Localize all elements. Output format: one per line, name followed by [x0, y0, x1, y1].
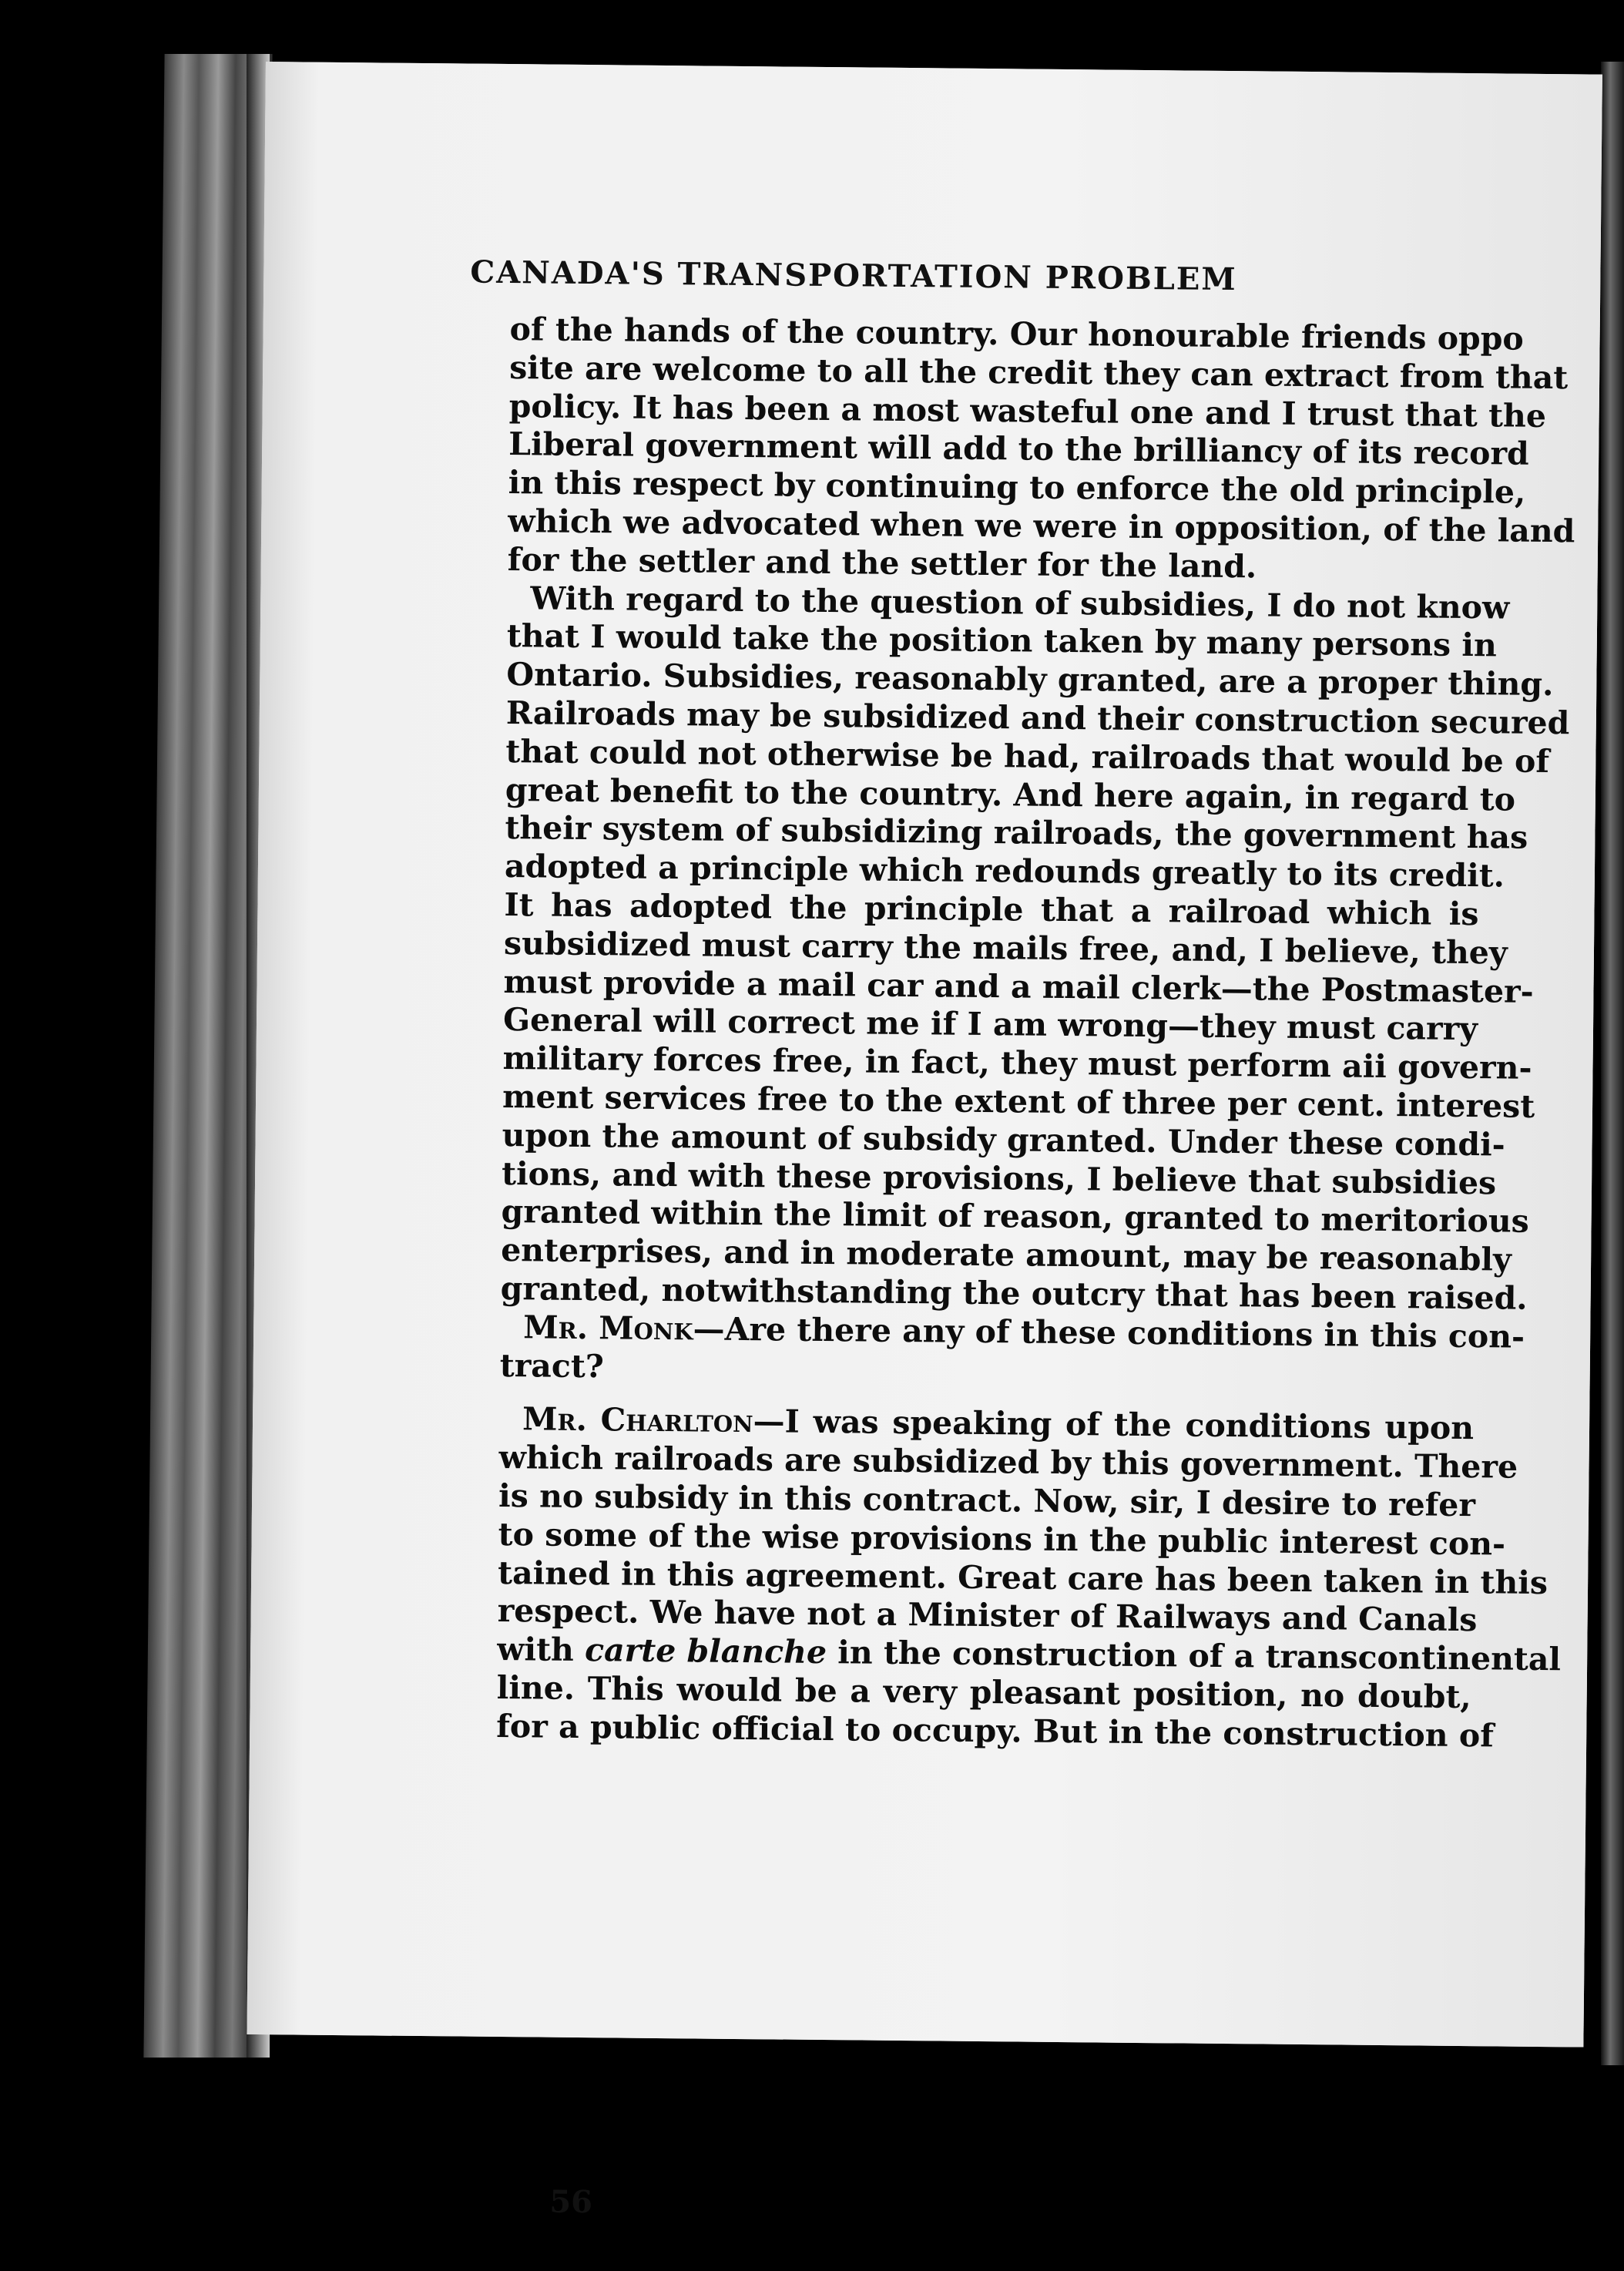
text-line: Liberal government will add to the brilliancy of its record	[508, 425, 1529, 473]
text-line: General will correct me if I am wrong—they must carry	[502, 1001, 1478, 1048]
text-line: tract?	[499, 1346, 605, 1385]
text-line: It has adopted the principle that a railroad which is	[504, 885, 1479, 933]
text-line: granted, notwithstanding the outcry that has been raised.	[500, 1269, 1528, 1317]
text-line: which railroads are subsidized by this government. There	[498, 1439, 1518, 1486]
body-text	[496, 311, 1575, 1755]
text-line: Railroads may be subsidized and their construction secured	[505, 694, 1570, 742]
text-line: policy. It has been a most wasteful one and I trust that the	[508, 387, 1547, 435]
text-line: that I would take the position taken by many persons in	[506, 617, 1498, 664]
text-line: for a public official to occupy. But in the construction of	[496, 1707, 1495, 1755]
text-line: enterprises, and in moderate amount, may be reasonably	[500, 1231, 1512, 1278]
text-line: must provide a mail car and a mail clerk—the Postmaster-	[503, 962, 1534, 1010]
running-head: CANADA'S TRANSPORTATION PROBLEM	[470, 254, 1237, 298]
book-page	[247, 62, 1602, 2221]
text-line: their system of subsidizing railroads, the government has	[505, 809, 1528, 857]
text-line: for the settler and the settler for the land.	[507, 540, 1257, 586]
text-line: that could not otherwise be had, railroads that would be of	[505, 732, 1550, 780]
text-line: which we advocated when we were in opposition, of the land	[508, 502, 1575, 550]
text-line: adopted a principle which redounds greatly to its credit.	[504, 848, 1505, 895]
speaker-name: Mr. Charlton	[522, 1400, 753, 1440]
facing-page-edge	[1601, 62, 1624, 2065]
text-line: with carte blanche in the construction of a transcontinental	[497, 1631, 1562, 1678]
text-line: With regard to the question of subsidies, I do not know	[530, 579, 1510, 627]
speaker-name: Mr. Monk	[523, 1309, 693, 1348]
text-line: subsidized must carry the mails free, and, I believe, they	[503, 924, 1508, 972]
text-line: line. This would be a very pleasant position, no doubt,	[496, 1668, 1471, 1716]
text-line: to some of the wise provisions in the public interest con-	[498, 1515, 1506, 1563]
text-line: site are welcome to all the credit they can extract from that	[508, 348, 1569, 397]
text-line: granted within the limit of reason, granted to meritorious	[501, 1193, 1529, 1241]
text-line: of the hands of the country. Our honourable friends oppo	[509, 311, 1524, 358]
text-line: tions, and with these provisions, I believe that subsidies	[501, 1154, 1497, 1201]
text-line: military forces free, in fact, they must perform aii govern-	[502, 1040, 1532, 1087]
page-number: 56	[549, 2183, 593, 2221]
text-line: upon the amount of subsidy granted. Under these condi-	[502, 1116, 1505, 1164]
text-line: great benefit to the country. And here again, in regard to	[505, 771, 1516, 818]
text-line: —I was speaking of the conditions upon	[753, 1403, 1475, 1447]
text-line: ment services free to the extent of three per cent. interest	[502, 1077, 1535, 1125]
text-line: is no subsidy in this contract. Now, sir, I desire to refer	[498, 1476, 1476, 1524]
text-line: in this respect by continuing to enforce the old principle,	[508, 464, 1526, 511]
text-line: —Are there any of these conditions in this con-	[693, 1310, 1525, 1356]
text-line: tained in this agreement. Great care has been taken in this	[497, 1554, 1549, 1601]
text-line: respect. We have not a Minister of Railways and Canals	[497, 1592, 1478, 1639]
text-line: Ontario. Subsidies, reasonably granted, are a proper thing.	[506, 656, 1554, 704]
